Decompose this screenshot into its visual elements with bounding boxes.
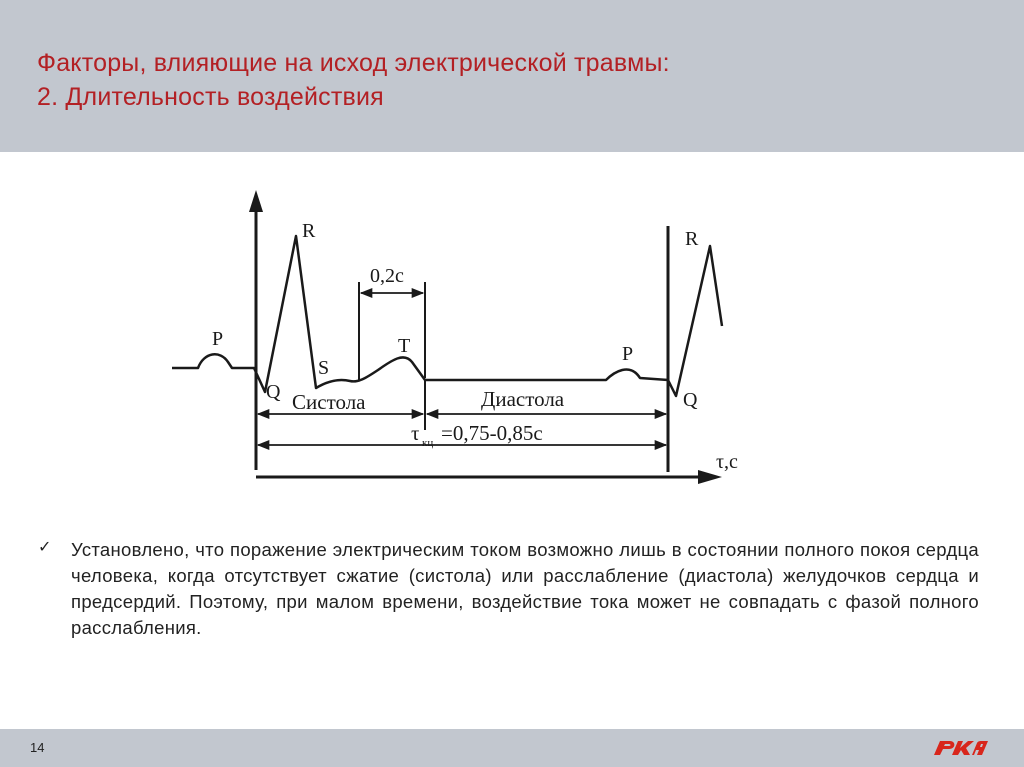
label-r2: R	[685, 228, 699, 250]
slide-title-line-1: Факторы, влияющие на исход электрической травмы:	[37, 49, 670, 77]
label-r1: R	[302, 220, 316, 242]
label-p2: P	[622, 343, 634, 365]
label-s: S	[318, 357, 330, 379]
y-axis-arrow-icon	[249, 190, 263, 212]
label-t: T	[398, 335, 411, 357]
bullet-text: Установлено, что поражение электрическим током возможно лишь в состоянии полного покоя сердца человека, когда отсутствует сжатие (систола) или расслабление (диастола) желудочков сердца и предсердий. Поэтому, при малом времени, воздействие тока может не совпадать с фазой полного расслабления.	[71, 539, 979, 638]
label-cycle-tau: τ	[411, 421, 420, 445]
label-interval: 0,2c	[370, 265, 404, 287]
label-p1: P	[212, 328, 224, 350]
checkmark-icon: ✓	[38, 539, 52, 556]
footer-band	[0, 729, 1024, 767]
label-cycle-value: =0,75-0,85c	[441, 421, 543, 445]
label-cycle-sub: кц	[422, 437, 434, 449]
rzd-logo-icon	[930, 737, 990, 759]
label-systole: Систола	[292, 390, 366, 414]
label-q1: Q	[266, 381, 281, 403]
page-number: 14	[30, 740, 45, 755]
label-q2: Q	[683, 389, 698, 411]
label-x-axis: τ,c	[716, 451, 738, 473]
label-diastole: Диастола	[481, 387, 565, 411]
slide-title-line-2: 2. Длительность воздействия	[37, 83, 384, 111]
